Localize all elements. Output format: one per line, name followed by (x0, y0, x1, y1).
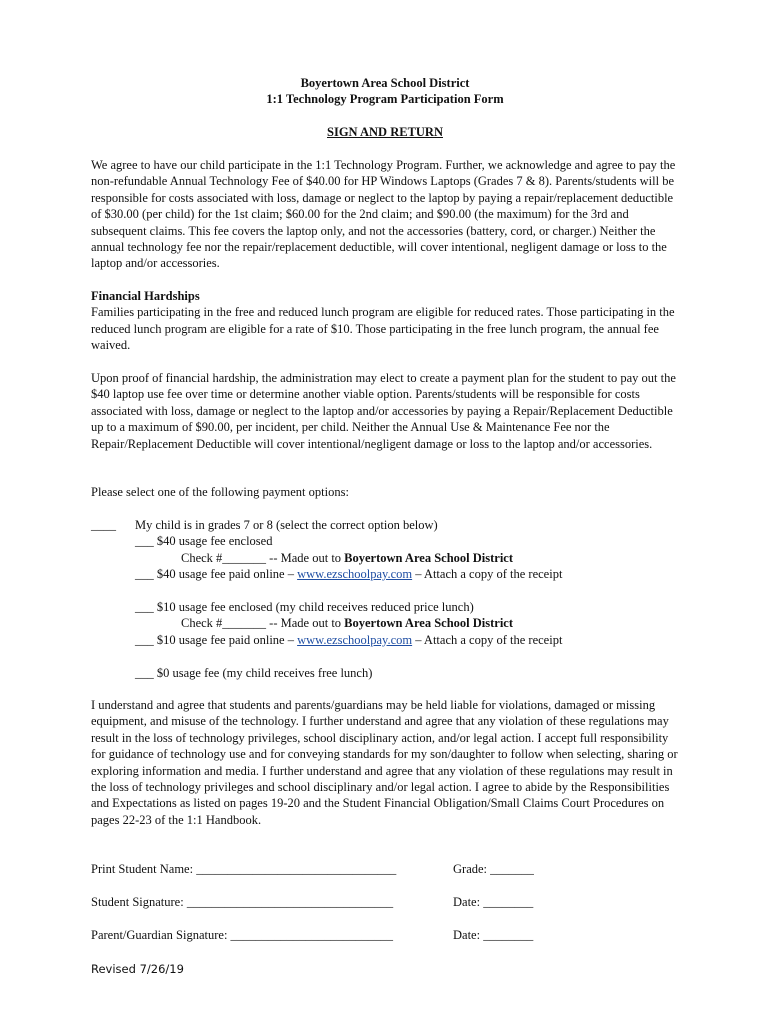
intro-paragraph: We agree to have our child participate in the 1:1 Technology Program. Further, we acknowledge and agree to pay the non-refundable Annual Technology Fee of $40.00 for HP Windows Laptops (Grades 7 & 8). Parents/students will be responsible for costs associated with loss, damage or neglect to the laptop by paying a repair/replacement deductible of $30.00 (per child) for the 1st claim; $60.00 for the 2nd claim; and $90.00 (the maximum) for the 3rd and subsequent claims. This fee covers the laptop only, and not the accessories (battery, cord, or charger.) Neither the annual technology fee nor the repair/replacement deductible, will cover intentional, negligent damage or loss to the laptop and/or accessories. (91, 158, 676, 271)
check-line-1[interactable] (91, 550, 691, 566)
attach-receipt-2: – Attach a copy of the receipt (412, 632, 563, 647)
option-grade-7-8[interactable] (91, 517, 691, 533)
parent-signature-field[interactable]: Parent/Guardian Signature: __________________________ (91, 928, 394, 942)
payment-options (91, 517, 691, 681)
sign-and-return-heading: SIGN AND RETURN (327, 125, 443, 139)
district-name-1: Boyertown Area School District (344, 550, 514, 565)
check-number-2[interactable]: Check #_______ -- Made out to (181, 616, 345, 631)
check-number-1[interactable]: Check #_______ -- Made out to (181, 550, 345, 565)
spacer (91, 583, 691, 599)
student-signature-field[interactable]: Student Signature: _________________________________ (91, 895, 394, 909)
option-10-online-label: ___ $10 usage fee paid online – (135, 632, 298, 647)
district-name-2: Boyertown Area School District (344, 616, 514, 631)
ezschoolpay-link-2[interactable]: www.ezschoolpay.com (297, 632, 413, 647)
main-blank[interactable]: ____ (91, 518, 116, 532)
form-title: 1:1 Technology Program Participation Form (266, 92, 504, 107)
attach-receipt-1: – Attach a copy of the receipt (412, 567, 563, 582)
hardship-paragraph-2: Upon proof of financial hardship, the administration may elect to create a payment plan for the student to pay out the $40 laptop use fee over time or determine another viable option. Parents/students will be responsible for costs associated with loss, damage or neglect to the laptop and/or accessories by paying a Repair/Replacement Deductible up to a maximum of $90.00, per incident, per child. Neither the Annual Use & Maintenance Fee nor the Repair/Replacement Deductible will cover intentional/negligent damage or loss to the laptop and/or accessories. (91, 371, 676, 451)
ezschoolpay-link[interactable]: www.ezschoolpay.com (297, 567, 413, 582)
option-10-enclosed[interactable]: ___ $10 usage fee enclosed (my child receives reduced price lunch) (135, 599, 474, 614)
financial-hardship-section (91, 288, 681, 354)
form-header (0, 75, 770, 108)
option-grade-label: My child is in grades 7 or 8 (select the correct option below) (135, 518, 438, 532)
grade-field[interactable]: Grade: _______ (453, 862, 534, 876)
student-date-field[interactable]: Date: ________ (453, 895, 534, 909)
option-40-online[interactable] (91, 566, 691, 582)
option-0-free[interactable]: ___ $0 usage fee (my child receives free lunch) (135, 665, 373, 680)
agreement-paragraph: I understand and agree that students and parents/guardians may be held liable for violations, damaged or missing equipment, and misuse of the technology. I further understand and agree that any violation of these regulations may result in the loss of technology privileges, school disciplinary action, and/or legal action. I accept full responsibility for guidance of technology use and for conveying standards for my son/daughter to follow when selecting, sharing or exploring information and media. I further understand and agree that any violation of these regulations may result in the loss of technology privileges and school disciplinary and/or legal action. I agree to abide by the Responsibilities and Expectations as listed on pages 19-20 and the Student Financial Obligation/Small Claims Court Procedures on pages 22-23 of the 1:1 Handbook. (91, 698, 678, 827)
district-title: Boyertown Area School District (300, 76, 470, 90)
hardship-paragraph-1: Families participating in the free and reduced lunch program are eligible for reduced rates. Those participating in the reduced lunch program are eligible for a rate of $10. Those participating in the free lunch program, the annual fee waived. (91, 305, 675, 353)
student-name-field[interactable]: Print Student Name: ________________________________ (91, 862, 397, 876)
option-40-enclosed[interactable]: ___ $40 usage fee enclosed (135, 534, 273, 549)
payment-prompt: Please select one of the following payment options: (91, 485, 349, 499)
spacer (91, 648, 691, 664)
revision-date: Revised 7/26/19 (91, 962, 184, 976)
financial-hardship-heading: Financial Hardships (91, 289, 200, 303)
parent-date-field[interactable]: Date: ________ (453, 928, 534, 942)
option-10-online[interactable] (91, 632, 691, 648)
option-40-online-label: ___ $40 usage fee paid online – (135, 567, 298, 582)
check-line-2[interactable] (91, 615, 691, 631)
